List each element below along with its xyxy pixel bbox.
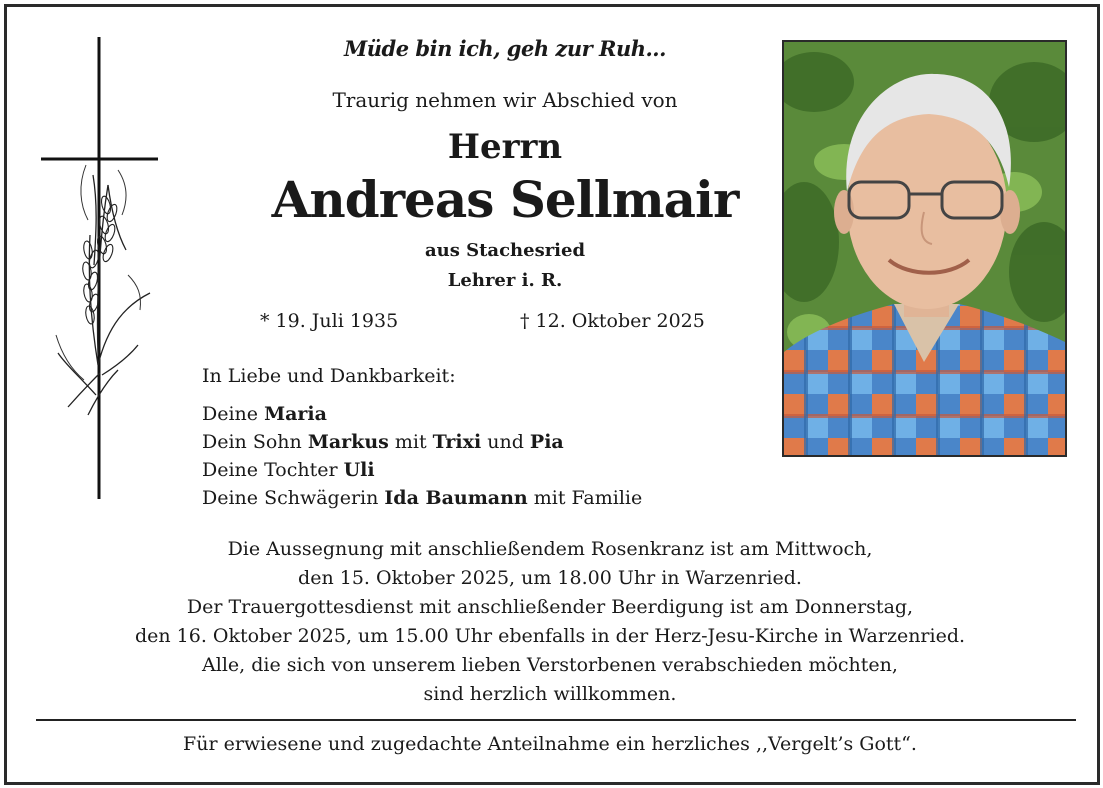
intro-line: Traurig nehmen wir Abschied von <box>332 88 678 112</box>
divider <box>36 719 1076 721</box>
info-line: den 16. Oktober 2025, um 15.00 Uhr ebenfalls in der Herz-Jesu-Kirche in Warzenried. <box>134 625 966 647</box>
salutation: Herrn <box>447 127 563 167</box>
info-line: den 15. Oktober 2025, um 18.00 Uhr in Warzenried. <box>298 567 802 589</box>
motto: Müde bin ich, geh zur Ruh... <box>344 36 666 61</box>
info-line: Die Aussegnung mit anschließendem Rosenkranz ist am Mittwoch, <box>227 538 873 560</box>
family-list <box>202 400 642 512</box>
deceased-name: Andreas Sellmair <box>271 170 739 229</box>
love-line: In Liebe und Dankbarkeit: <box>202 365 456 387</box>
origin: aus Stachesried <box>424 240 586 261</box>
info-line: sind herzlich willkommen. <box>423 683 677 705</box>
death-date: † 12. Oktober 2025 <box>520 310 705 332</box>
profession-title: Lehrer i. R. <box>447 270 563 291</box>
cross-wheat-icon <box>38 35 168 503</box>
birth-date: * 19. Juli 1935 <box>260 310 399 332</box>
service-info <box>20 535 1080 709</box>
family-member: Deine Schwägerin Ida Baumann mit Familie <box>202 487 643 509</box>
portrait-photo <box>782 40 1067 457</box>
thanks-line: Für erwiesene und zugedachte Anteilnahme ein herzliches ,,Vergelt’s Gott“. <box>183 733 917 755</box>
family-member: Deine Tochter Uli <box>202 459 375 481</box>
family-member: Deine Maria <box>202 403 327 425</box>
info-line: Der Trauergottesdienst mit anschließender Beerdigung ist am Donnerstag, <box>186 596 914 618</box>
family-member: Dein Sohn Markus mit Trixi und Pia <box>202 431 564 453</box>
info-line: Alle, die sich von unserem lieben Verstorbenen verabschieden möchten, <box>202 654 898 676</box>
